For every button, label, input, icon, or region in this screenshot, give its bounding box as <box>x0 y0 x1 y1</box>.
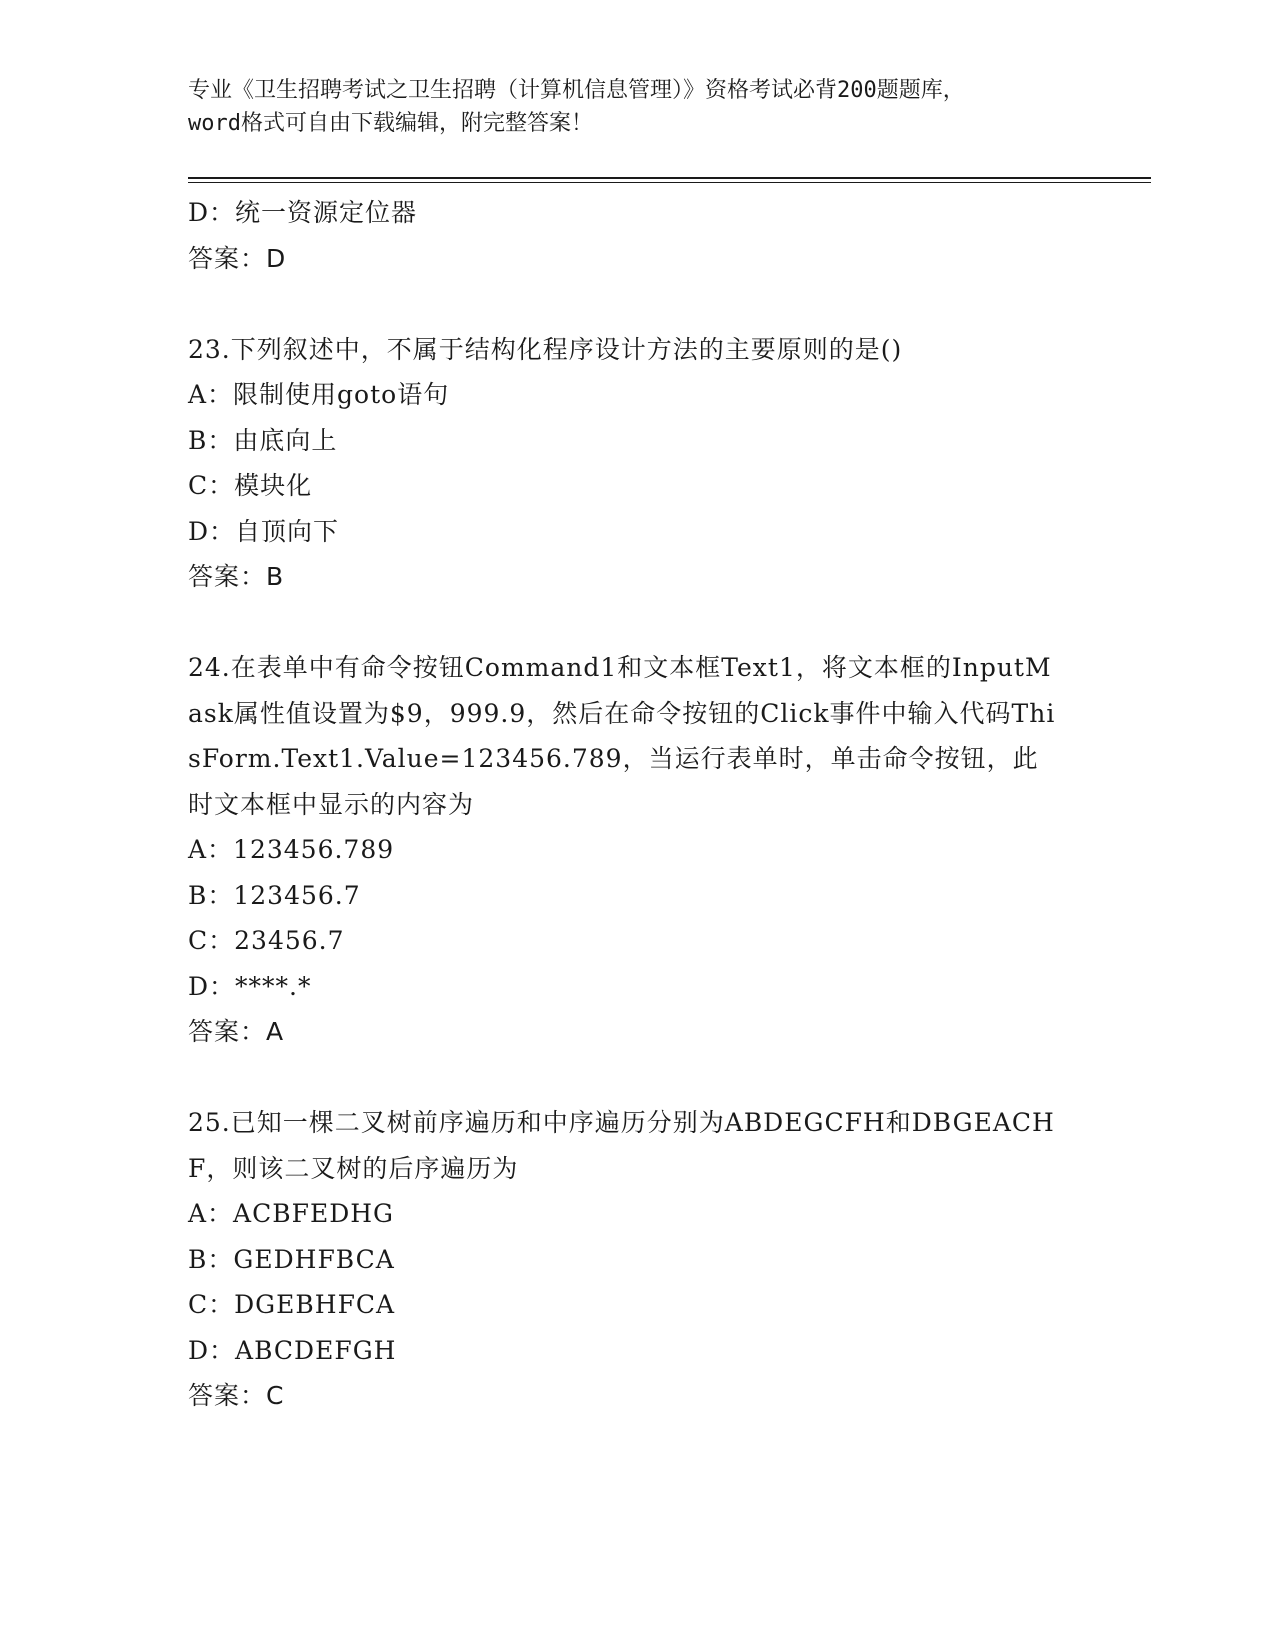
document-body <box>188 190 1088 1419</box>
option-c: C：模块化 <box>188 471 313 500</box>
option-d: D：****.* <box>188 971 312 1001</box>
answer: 答案：A <box>188 1017 285 1046</box>
prev-answer: 答案：D <box>188 243 287 273</box>
option-a: A：ACBFEDHG <box>188 1199 395 1228</box>
option-d: D：自顶向下 <box>188 516 340 546</box>
spacer <box>188 600 1088 646</box>
header-line-1: 专业《卫生招聘考试之卫生招聘（计算机信息管理）》资格考试必背200题题库， <box>188 78 965 103</box>
option-d: D：ABCDEFGH <box>188 1335 397 1365</box>
option-b: B：123456.7 <box>188 880 361 910</box>
option-b: B：GEDHFBCA <box>188 1244 395 1274</box>
option-b: B：由底向上 <box>188 425 338 455</box>
option-a: A：123456.789 <box>188 835 395 864</box>
question-text: 24.在表单中有命令按钮Command1和文本框Text1，将文本框的InputMask属性值设置为$9，999.9，然后在命令按钮的Click事件中输入代码ThisForm.Text1.Value=123456.789，当运行表单时，单击命令按钮，此时文本框中显示的内容为 <box>188 653 1056 819</box>
option-a: A：限制使用goto语句 <box>188 380 450 409</box>
spacer <box>188 281 1088 327</box>
document-header <box>188 74 1088 140</box>
question-24 <box>188 645 1088 1055</box>
header-divider <box>188 177 1151 179</box>
option-c: C：DGEBHFCA <box>188 1290 396 1319</box>
question-25 <box>188 1100 1088 1419</box>
header-divider-thin <box>188 182 1151 183</box>
spacer <box>188 1055 1088 1101</box>
header-line-2: word格式可自由下载编辑，附完整答案！ <box>188 111 593 136</box>
question-23 <box>188 327 1088 600</box>
question-text: 25.已知一棵二叉树前序遍历和中序遍历分别为ABDEGCFH和DBGEACHF，则该二叉树的后序遍历为 <box>188 1108 1055 1183</box>
answer: 答案：B <box>188 562 285 591</box>
answer: 答案：C <box>188 1381 285 1410</box>
question-text: 23.下列叙述中，不属于结构化程序设计方法的主要原则的是() <box>188 334 903 364</box>
option-c: C：23456.7 <box>188 926 345 955</box>
prev-option-d: D：统一资源定位器 <box>188 198 418 227</box>
